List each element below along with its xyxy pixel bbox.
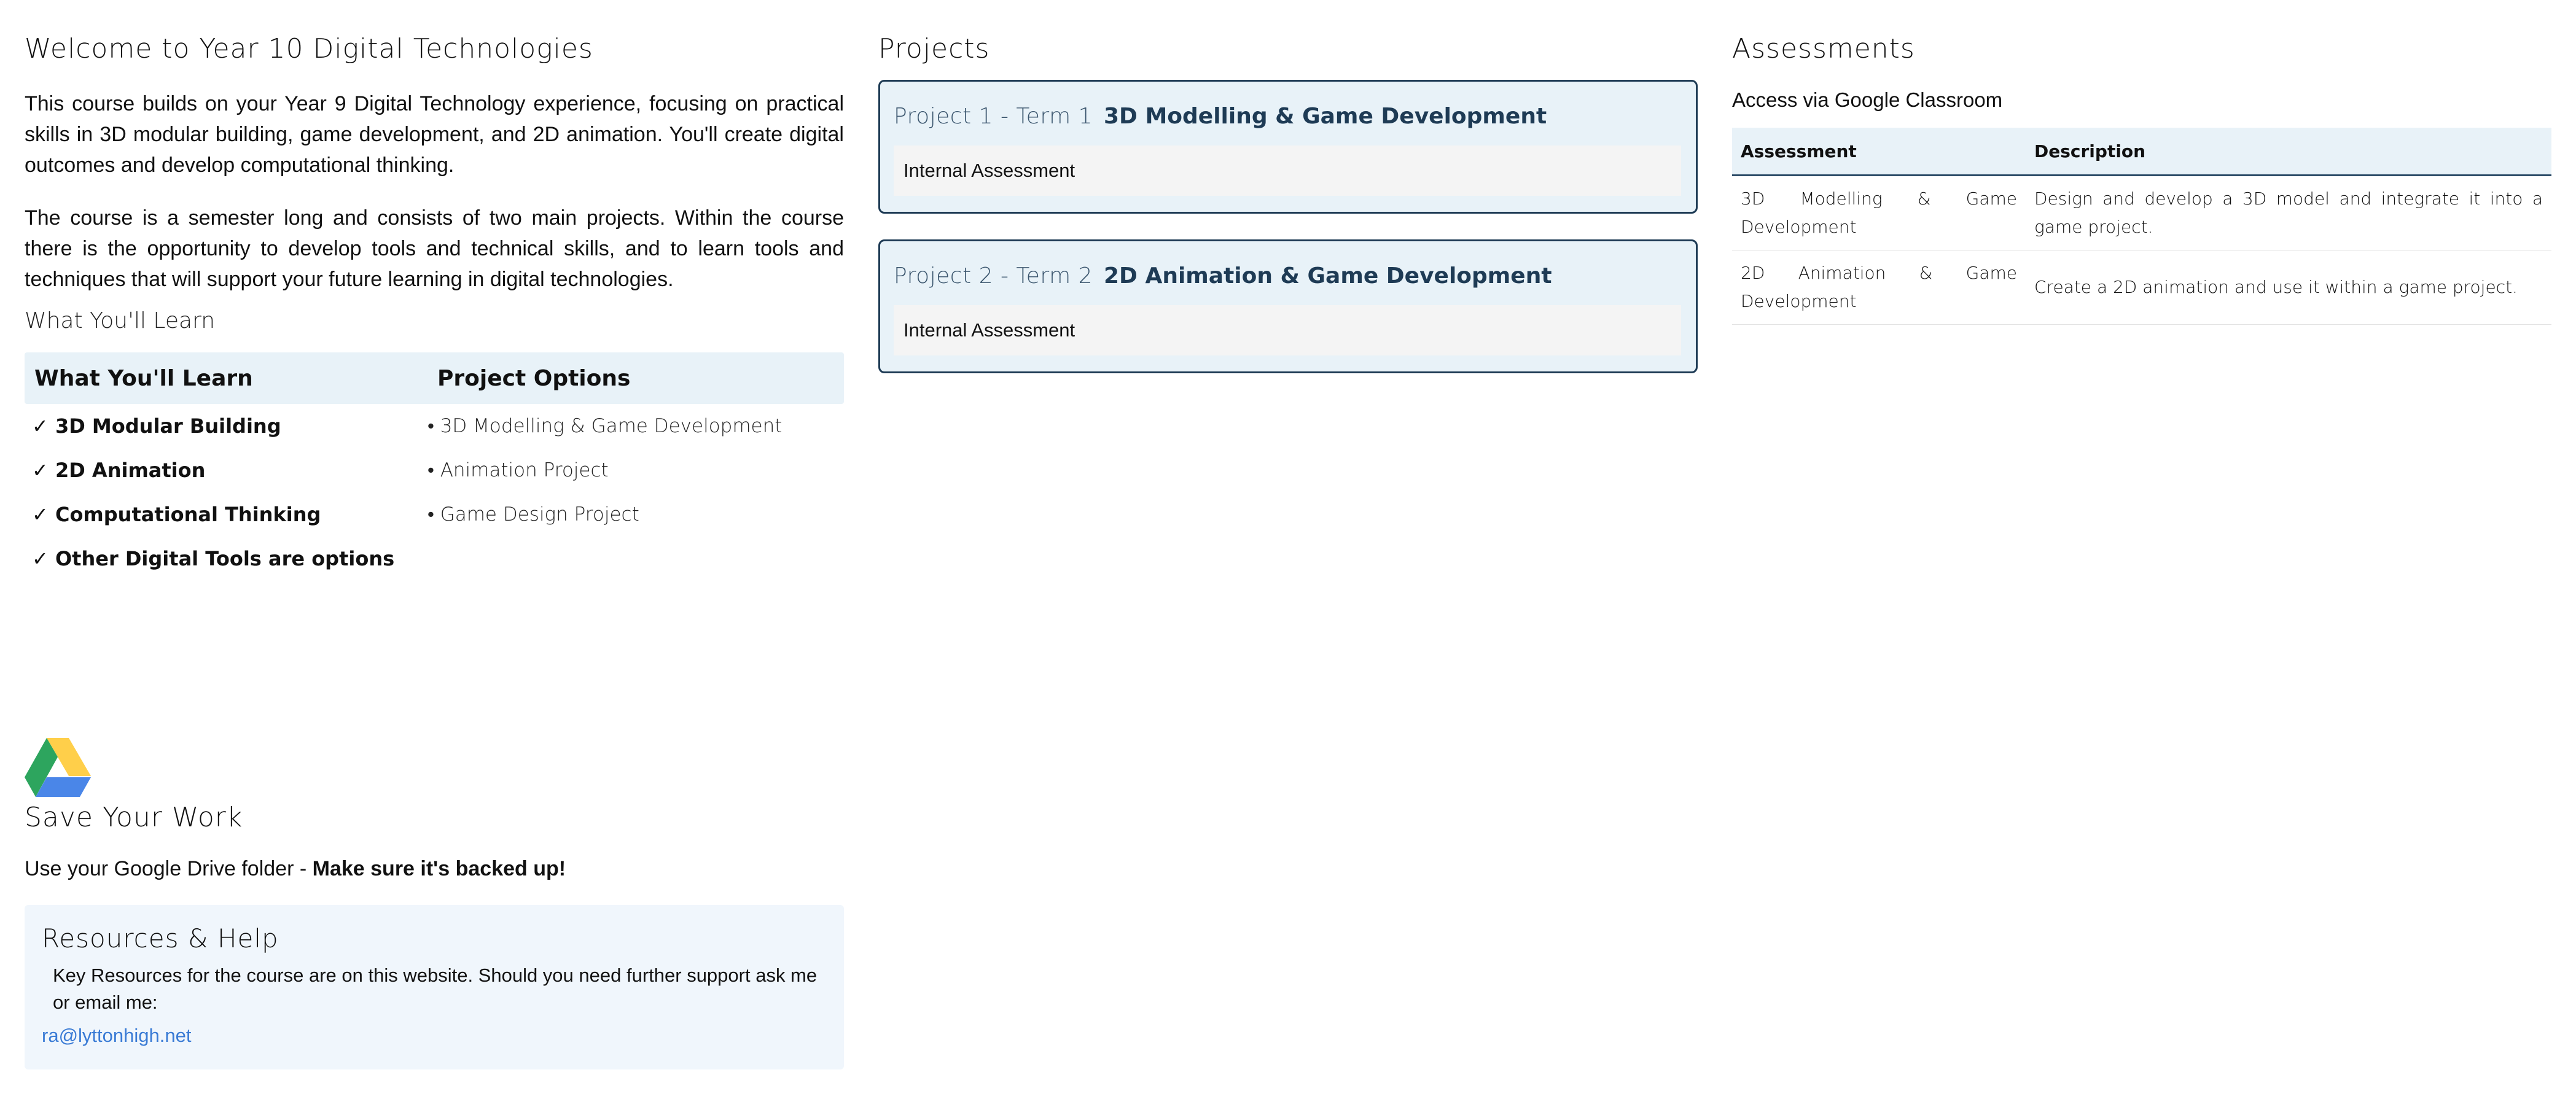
description-cell: Create a 2D animation and use it within a game project. xyxy=(2026,250,2551,325)
project-name: 3D Modelling & Game Development xyxy=(1104,104,1547,129)
learn-item: ✓ Computational Thinking xyxy=(32,503,321,526)
assessment-header: Assessment xyxy=(1732,128,2026,176)
learn-row xyxy=(25,448,844,492)
learn-item: ✓ 2D Animation xyxy=(32,459,206,482)
save-text: Use your Google Drive folder - xyxy=(25,857,313,880)
assessment-cell: 3D Modelling & Game Development xyxy=(1732,176,2026,250)
description-header: Description xyxy=(2026,128,2551,176)
assessment-cell: 2D Animation & Game Development xyxy=(1732,250,2026,325)
learn-row xyxy=(25,492,844,537)
intro-paragraph-2: The course is a semester long and consists of two main projects. Within the course there is the opportunity to develop tools and technical skills, and to learn tools and techniques that will support your future learning in digital technologies. xyxy=(25,206,844,291)
learn-item: ✓ Other Digital Tools are options xyxy=(32,547,395,570)
google-classroom-link[interactable]: Google Classroom xyxy=(1834,88,2003,111)
project-assessment-type: Internal Assessment xyxy=(894,146,1681,196)
learn-table xyxy=(25,352,844,581)
table-row xyxy=(1732,250,2551,325)
what-youll-learn-subtitle: What You'll Learn xyxy=(25,308,216,333)
project-heading xyxy=(894,104,1547,129)
project-card[interactable] xyxy=(878,239,1698,373)
project-term: Project 2 - Term 2 xyxy=(894,263,1093,289)
save-your-work-title: Save Your Work xyxy=(25,802,243,833)
project-option: • 3D Modelling & Game Development xyxy=(427,415,783,437)
project-option: • Animation Project xyxy=(427,459,609,481)
resources-text: Key Resources for the course are on this website. Should you need further support ask me or email me: xyxy=(53,964,818,1013)
options-header-cell: Project Options xyxy=(437,365,631,391)
project-option: • Game Design Project xyxy=(427,503,639,526)
table-row xyxy=(1732,176,2551,250)
backup-reminder: Make sure it's backed up! xyxy=(312,857,566,880)
assessments-table xyxy=(1732,128,2551,325)
assessments-title: Assessments xyxy=(1732,33,1915,64)
projects-title: Projects xyxy=(878,33,990,64)
resources-panel xyxy=(25,905,844,1069)
description-cell: Design and develop a 3D model and integrate it into a game project. xyxy=(2026,176,2551,250)
save-instructions xyxy=(25,857,566,881)
email-link[interactable]: ra@lyttonhigh.net xyxy=(42,1025,192,1046)
access-line xyxy=(1732,88,2002,112)
project-assessment-type: Internal Assessment xyxy=(894,305,1681,355)
learn-row xyxy=(25,537,844,581)
access-prefix: Access via xyxy=(1732,88,1835,111)
learn-header-cell: What You'll Learn xyxy=(34,365,253,391)
project-term: Project 1 - Term 1 xyxy=(894,104,1093,129)
resources-title: Resources & Help xyxy=(42,923,279,953)
project-name: 2D Animation & Game Development xyxy=(1104,263,1552,289)
learn-item: ✓ 3D Modular Building xyxy=(32,414,281,438)
project-card[interactable] xyxy=(878,80,1698,214)
learn-row xyxy=(25,404,844,448)
project-heading xyxy=(894,263,1552,289)
google-drive-icon xyxy=(25,738,91,797)
assessments-header-row xyxy=(1732,128,2551,176)
welcome-title: Welcome to Year 10 Digital Technologies xyxy=(25,33,593,64)
intro-paragraph-1: This course builds on your Year 9 Digital Technology experience, focusing on practical skills in 3D modular building, game development, and 2D animation. You'll create digital outcomes and develop computational thinking. xyxy=(25,92,844,177)
learn-table-header xyxy=(25,352,844,404)
